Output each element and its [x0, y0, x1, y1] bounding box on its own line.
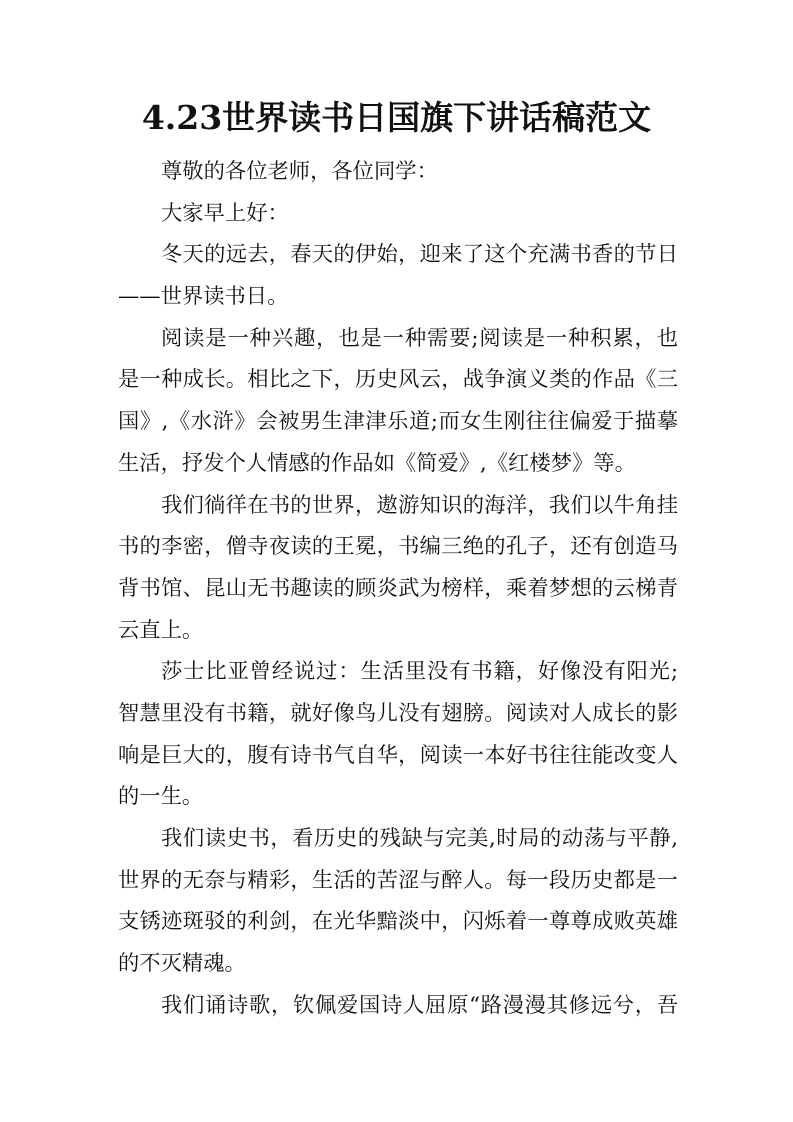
paragraph [118, 193, 678, 235]
text-line: 智慧里没有书籍，就好像鸟儿没有翅膀。阅读对人成长的影 [118, 700, 678, 726]
text-line: 的不灭精魂。 [118, 951, 246, 977]
text-line: 生活，抒发个人情感的作品如《简爱》,《红楼梦》等。 [118, 450, 636, 476]
text-line: 响是巨大的，腹有诗书气自华，阅读一本好书往往能改变人 [118, 742, 678, 768]
paragraph [118, 651, 678, 818]
paragraph [118, 234, 678, 317]
paragraph [118, 818, 678, 985]
text-line: 尊敬的各位老师，各位同学： [161, 159, 438, 184]
paragraph [118, 485, 678, 652]
text-line: 是一种成长。相比之下，历史风云，战争演义类的作品《三 [118, 367, 678, 393]
text-line: 云直上。 [118, 617, 204, 643]
text-line: 我们读史书，看历史的残缺与完美,时局的动荡与平静, [161, 826, 678, 851]
text-line: 的一生。 [118, 784, 204, 810]
text-line: 冬天的远去，春天的伊始，迎来了这个充满书香的节日 [161, 242, 678, 268]
paragraph [118, 985, 678, 1027]
text-line: 背书馆、昆山无书趣读的顾炎武为榜样，乘着梦想的云梯青 [118, 575, 678, 601]
text-line: 莎士比亚曾经说过：生活里没有书籍，好像没有阳光; [161, 659, 678, 685]
text-line: 支锈迹斑驳的利剑，在光华黯淡中，闪烁着一尊尊成败英雄 [118, 909, 678, 935]
text-line: 阅读是一种兴趣，也是一种需要;阅读是一种积累，也 [161, 325, 678, 351]
paragraph [118, 151, 678, 193]
text-line: 书的李密，僧寺夜读的王冕，书编三绝的孔子，还有创造马 [118, 534, 678, 560]
document-title: 4.23世界读书日国旗下讲话稿范文 [141, 98, 652, 137]
text-line: 大家早上好： [161, 200, 289, 226]
text-line: 我们诵诗歌，钦佩爱国诗人屈原“路漫漫其修远兮，吾 [161, 992, 678, 1018]
document-body [118, 151, 678, 1026]
text-line: ——世界读书日。 [118, 284, 289, 310]
text-line: 我们徜徉在书的世界，遨游知识的海洋，我们以牛角挂 [161, 492, 678, 518]
text-line: 国》,《水浒》会被男生津津乐道;而女生刚往往偏爱于描摹 [118, 409, 678, 435]
paragraph [118, 318, 678, 485]
text-line: 世界的无奈与精彩，生活的苦涩与醉人。每一段历史都是一 [118, 867, 678, 893]
